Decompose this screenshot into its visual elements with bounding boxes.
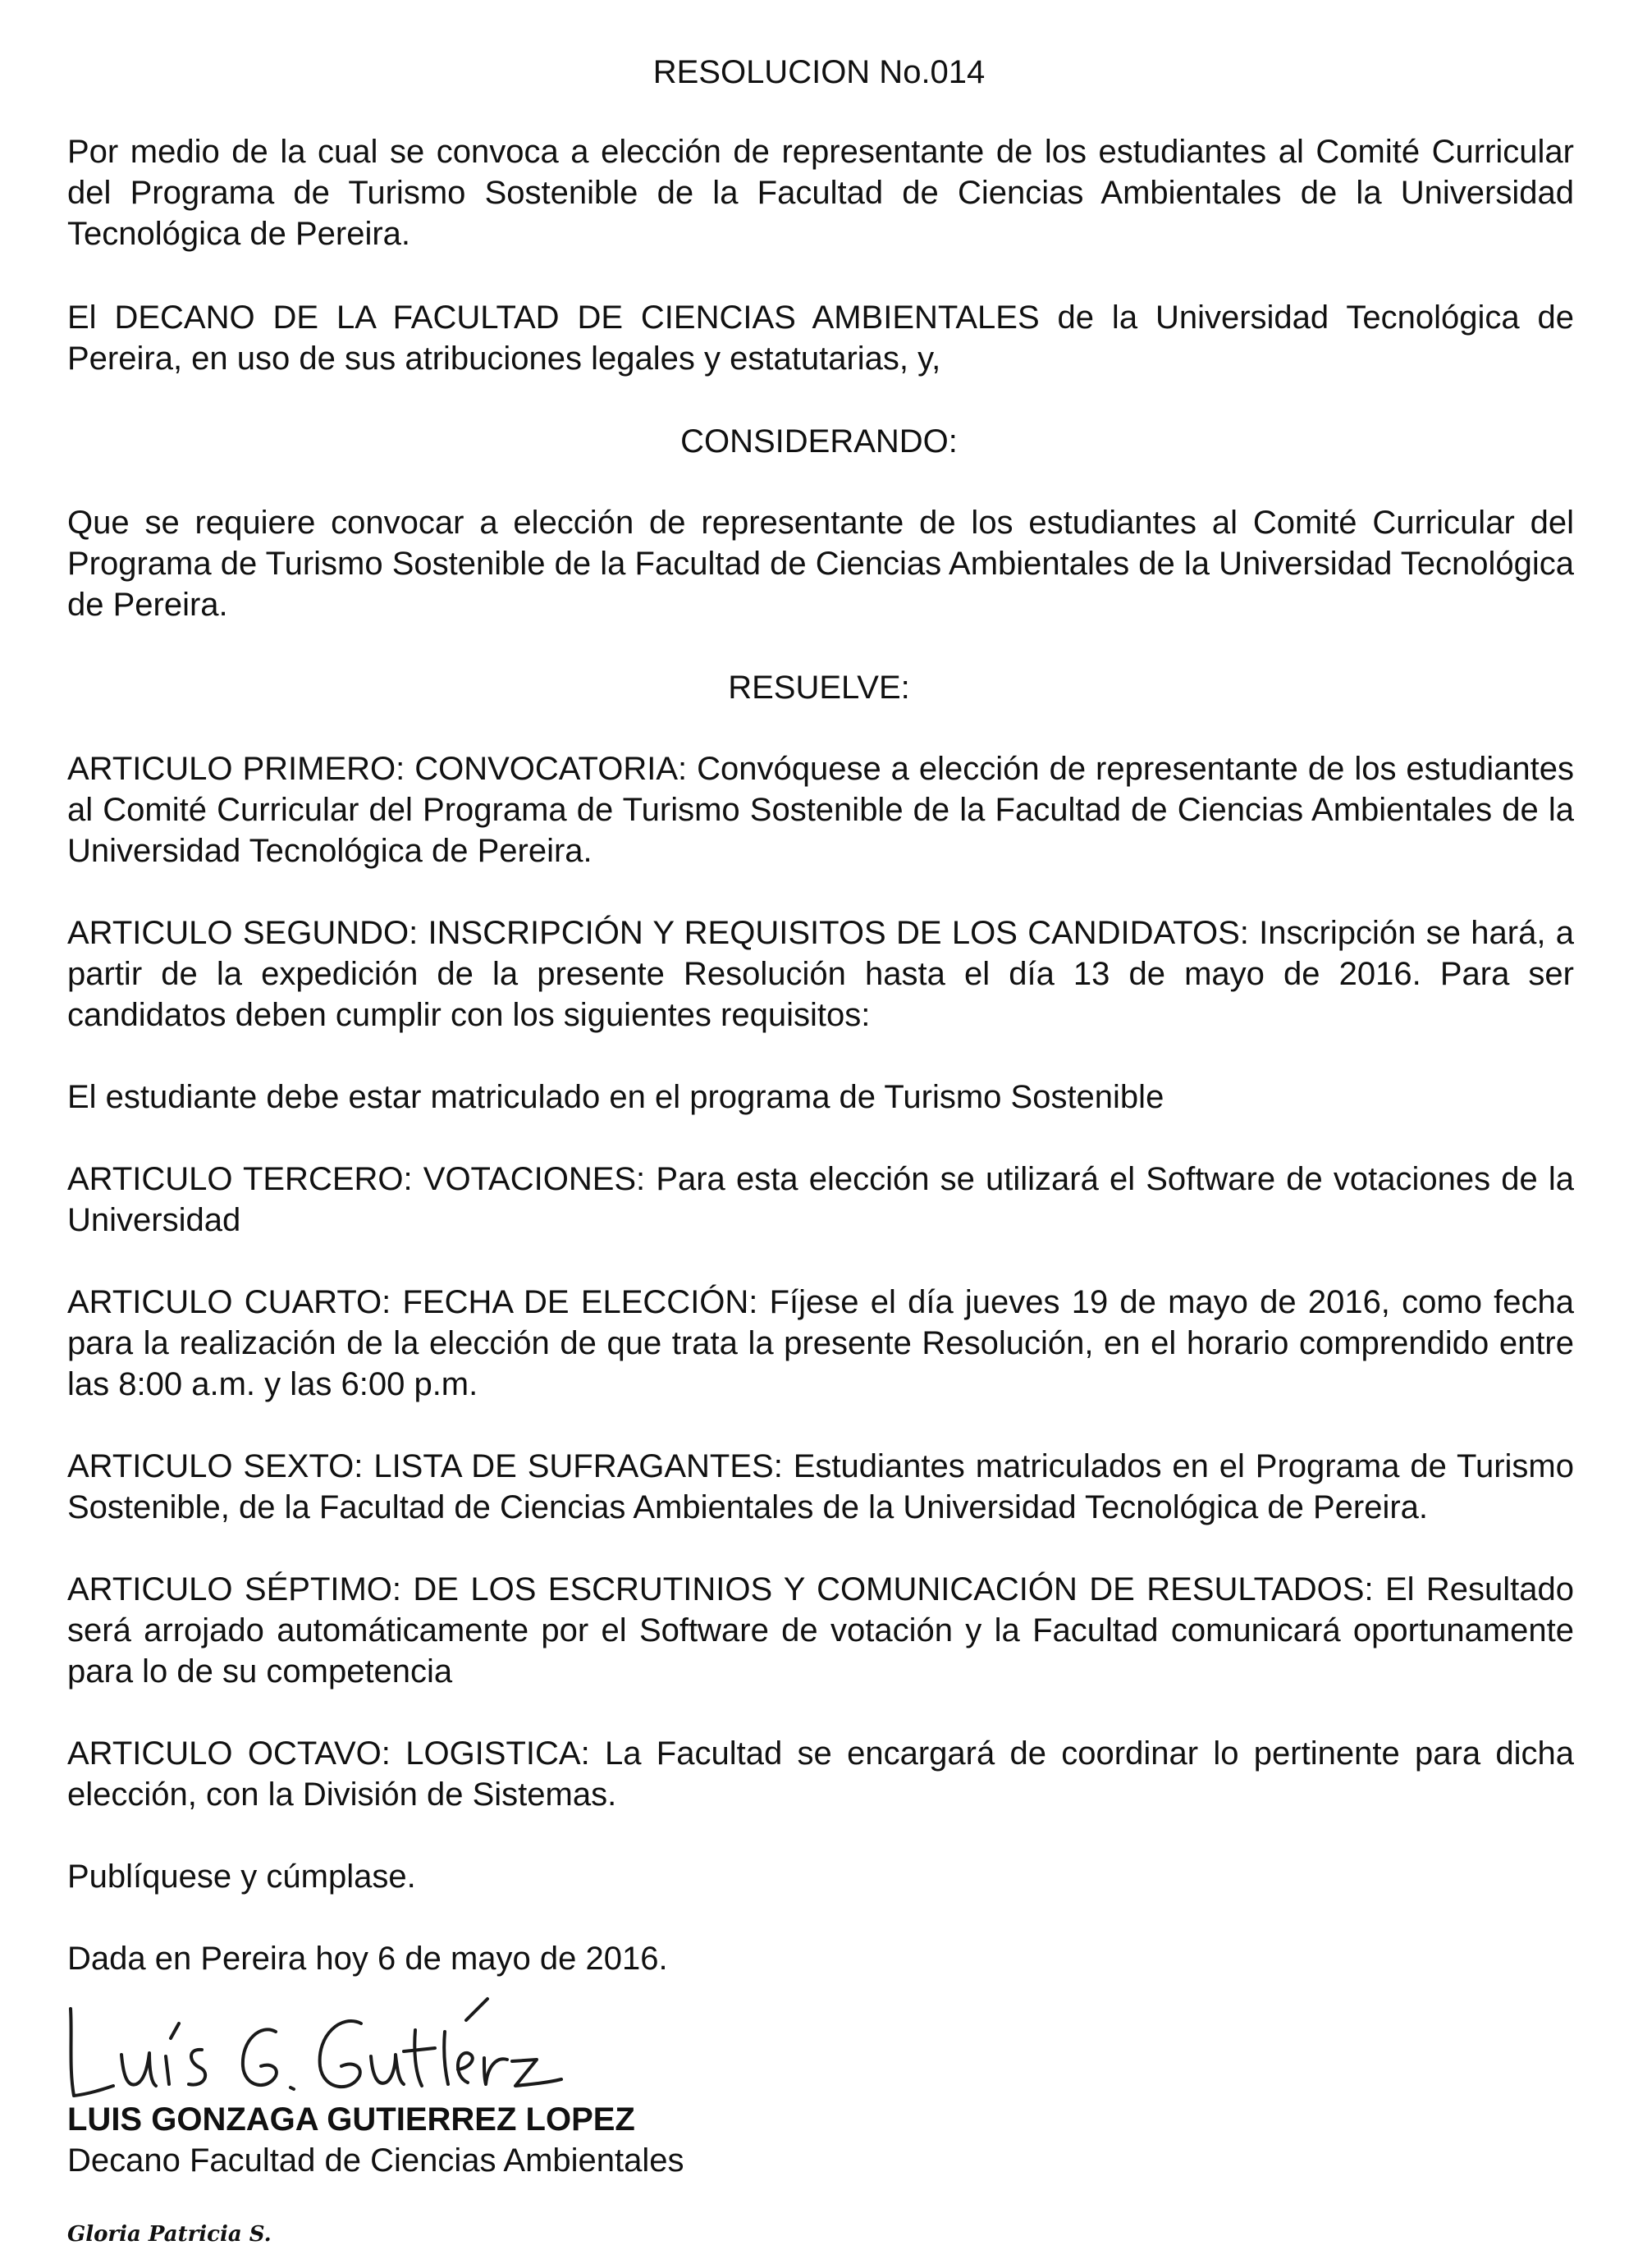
considerando-heading: CONSIDERANDO:: [680, 423, 958, 460]
handwritten-signature: [56, 1991, 581, 2106]
signer-name: LUIS GONZAGA GUTIERREZ LOPEZ: [67, 2101, 635, 2138]
preamble-paragraph: El DECANO DE LA FACULTAD DE CIENCIAS AMBIENTALES de la Universidad Tecnológica de Pereira, en uso de sus atribuciones legales y estatutarias, y,: [67, 300, 1574, 377]
closing-line: Publíquese y cúmplase.: [67, 1859, 416, 1895]
article-sexto: ARTICULO SEXTO: LISTA DE SUFRAGANTES: Estudiantes matriculados en el Programa de Turismo Sostenible, de la Facultad de Ciencias Ambientales de la Universidad Tecnológica de Pereira.: [67, 1448, 1574, 1525]
resolution-title: RESOLUCION No.014: [652, 54, 986, 90]
resuelve-heading: RESUELVE:: [728, 670, 910, 706]
article-primero: ARTICULO PRIMERO: CONVOCATORIA: Convóquese a elección de representante de los estudiantes al Comité Curricular del Programa de Turismo Sostenible de la Facultad de Ciencias Ambientales de la Universidad Tecnológica de Pereira.: [67, 751, 1574, 869]
article-cuarto: ARTICULO CUARTO: FECHA DE ELECCIÓN: Fíjese el día jueves 19 de mayo de 2016, como fecha para la realización de la elección de que trata la presente Resolución, en el horario comprendido entre las 8:00 a.m. y las 6:00 p.m.: [67, 1284, 1574, 1402]
intro-paragraph: Por medio de la cual se convoca a elección de representante de los estudiantes al Comité Curricular del Programa de Turismo Sostenible de la Facultad de Ciencias Ambientales de la Universidad Tecnológica de Pereira.: [67, 134, 1574, 252]
article-tercero: ARTICULO TERCERO: VOTACIONES: Para esta elección se utilizará el Software de votaciones de la Universidad: [67, 1161, 1574, 1238]
date-line: Dada en Pereira hoy 6 de mayo de 2016.: [67, 1941, 668, 1977]
article-octavo: ARTICULO OCTAVO: LOGISTICA: La Facultad se encargará de coordinar lo pertinente para dicha elección, con la División de Sistemas.: [67, 1735, 1574, 1813]
article-septimo: ARTICULO SÉPTIMO: DE LOS ESCRUTINIOS Y COMUNICACIÓN DE RESULTADOS: El Resultado será arrojado automáticamente por el Software de votación y la Facultad comunicará oportunamente para lo de su competencia: [67, 1571, 1574, 1690]
considerando-paragraph: Que se requiere convocar a elección de representante de los estudiantes al Comité Curricular del Programa de Turismo Sostenible de la Facultad de Ciencias Ambientales de la Universidad Tecnológica de Pereira.: [67, 505, 1574, 623]
typist-initials: Gloria Patricia S.: [67, 2222, 272, 2247]
signer-title: Decano Facultad de Ciencias Ambientales: [67, 2142, 684, 2179]
article-segundo: ARTICULO SEGUNDO: INSCRIPCIÓN Y REQUISITOS DE LOS CANDIDATOS: Inscripción se hará, a partir de la expedición de la presente Resolución hasta el día 13 de mayo de 2016. Para ser candidatos deben cumplir con los siguientes requisitos:: [67, 915, 1574, 1033]
requirement-line: El estudiante debe estar matriculado en el programa de Turismo Sostenible: [67, 1079, 1164, 1115]
